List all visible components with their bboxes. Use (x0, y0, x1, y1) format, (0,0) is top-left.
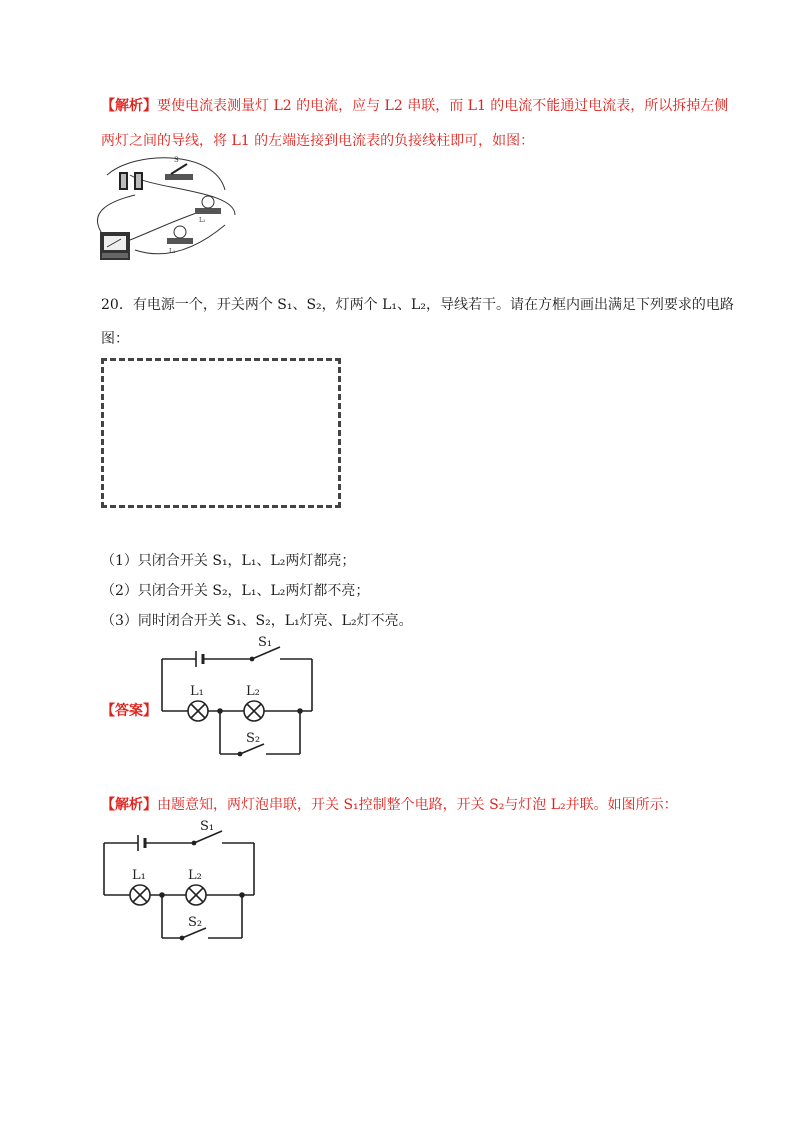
analysis-label: 【解析】 (101, 98, 157, 114)
drawing-box (101, 358, 341, 508)
lamp-photo-l1-label: L₁ (169, 248, 176, 255)
analysis-1-text: 要使电流表测量灯 L2 的电流，应与 L2 串联，而 L1 的电流不能通过电流表，所以拆掉左侧 (157, 98, 729, 114)
analysis-2-label: 【解析】 (101, 797, 157, 813)
switch-photo-label: S (174, 156, 179, 164)
l1-label: L₁ (190, 684, 204, 699)
l2-label: L₂ (246, 684, 260, 699)
condition-1: （1）只闭合开关 S₁，L₁、L₂两灯都亮； (101, 553, 356, 569)
l1-label-2: L₁ (132, 868, 146, 883)
analysis-2-text: 由题意知，两灯泡串联，开关 S₁控制整个电路，开关 S₂与灯泡 L₂并联。如图所示： (157, 797, 678, 813)
s2-label: S₂ (246, 731, 261, 746)
wiring-photo-diagram (95, 150, 245, 265)
switch-photo (165, 156, 193, 180)
answer-label: 【答案】 (101, 703, 157, 719)
analysis-1-line-2: 两灯之间的导线，将 L1 的左端连接到电流表的负接线柱即可，如图： (101, 133, 535, 149)
lamp-photo-l2-label: L₂ (199, 217, 206, 224)
battery-pair (119, 172, 143, 190)
s2-label-2: S₂ (188, 915, 203, 930)
question-line-2: 图： (101, 331, 129, 347)
analysis-1-line-1 (101, 96, 728, 116)
analysis-2-line (101, 795, 678, 815)
condition-2: （2）只闭合开关 S₂，L₁、L₂两灯都不亮； (101, 583, 370, 599)
l2-label-2: L₂ (188, 868, 202, 883)
question-line-1: 20．有电源一个，开关两个 S₁、S₂，灯两个 L₁、L₂，导线若干。请在方框内画出满足下列要求的电路 (101, 297, 734, 313)
analysis-circuit-diagram (100, 818, 262, 948)
answer-circuit-diagram (158, 634, 320, 764)
s1-label-2: S₁ (200, 819, 215, 834)
s1-label: S₁ (258, 635, 273, 650)
condition-3: （3）同时闭合开关 S₁、S₂，L₁灯亮、L₂灯不亮。 (101, 613, 413, 629)
lamp-photo-l2 (195, 196, 221, 224)
ammeter-photo (100, 232, 130, 260)
